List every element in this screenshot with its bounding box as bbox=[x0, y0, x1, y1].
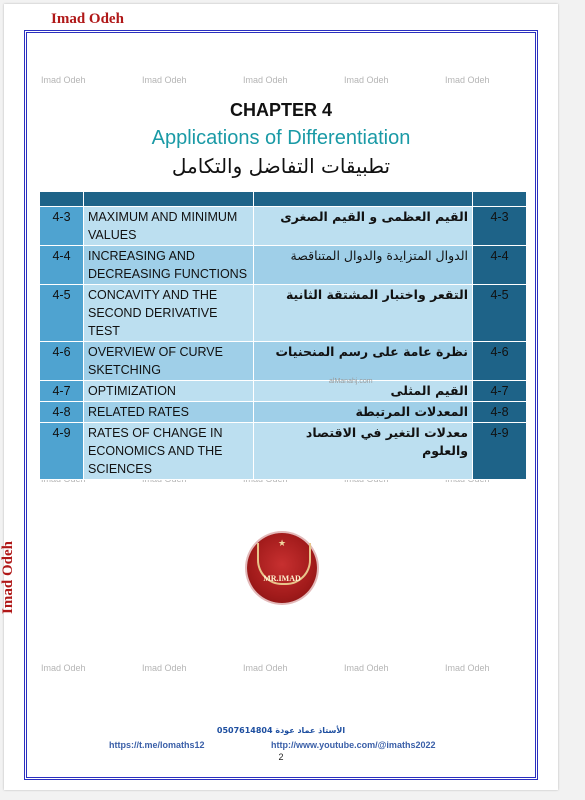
header-author: Imad Odeh bbox=[51, 11, 124, 27]
watermark-row bbox=[4, 75, 558, 87]
table-row bbox=[40, 285, 527, 342]
youtube-link[interactable]: http://www.youtube.com/@imaths2022 bbox=[271, 740, 436, 750]
section-number-right: 4-5 bbox=[473, 285, 527, 342]
watermark: Imad Odeh bbox=[243, 75, 288, 85]
section-number: 4-4 bbox=[40, 246, 84, 285]
watermark-row bbox=[4, 663, 558, 675]
watermark: Imad Odeh bbox=[344, 663, 389, 673]
section-title-arabic: التقعر واختبار المشتقة الثانية bbox=[254, 285, 473, 342]
watermark: Imad Odeh bbox=[142, 663, 187, 673]
section-title-english: INCREASING AND DECREASING FUNCTIONS bbox=[84, 246, 254, 285]
site-watermark: alManahj.com bbox=[329, 378, 373, 385]
page-number: 2 bbox=[278, 752, 284, 762]
section-number: 4-8 bbox=[40, 402, 84, 423]
chapter-heading: CHAPTER 4 bbox=[229, 100, 332, 120]
watermark: Imad Odeh bbox=[445, 75, 490, 85]
section-title-arabic: الدوال المتزايدة والدوال المتناقصة bbox=[254, 246, 473, 285]
section-number-right: 4-3 bbox=[473, 207, 527, 246]
section-title-arabic: القيم المثلى bbox=[254, 381, 473, 402]
chapter-title-arabic: تطبيقات التفاضل والتكامل bbox=[171, 154, 391, 178]
table-row bbox=[40, 342, 527, 381]
table-header-bar bbox=[40, 192, 527, 207]
section-title-arabic: نظرة عامة على رسم المنحنيات bbox=[254, 342, 473, 381]
section-number-right: 4-9 bbox=[473, 423, 527, 480]
section-title-english: CONCAVITY AND THE SECOND DERIVATIVE TEST bbox=[84, 285, 254, 342]
side-author: Imad Odeh bbox=[0, 541, 16, 614]
section-title-english: MAXIMUM AND MINIMUM VALUES bbox=[84, 207, 254, 246]
section-number: 4-5 bbox=[40, 285, 84, 342]
watermark: Imad Odeh bbox=[41, 663, 86, 673]
section-title-english: RELATED RATES bbox=[84, 402, 254, 423]
document-page bbox=[0, 4, 558, 790]
watermark: Imad Odeh bbox=[243, 663, 288, 673]
contents-table bbox=[39, 191, 527, 480]
logo-text: MR.IMAD bbox=[263, 574, 301, 583]
section-number-right: 4-7 bbox=[473, 381, 527, 402]
table-row bbox=[40, 246, 527, 285]
section-number-right: 4-4 bbox=[473, 246, 527, 285]
watermark: Imad Odeh bbox=[344, 75, 389, 85]
table-row bbox=[40, 207, 527, 246]
watermark: Imad Odeh bbox=[142, 75, 187, 85]
section-title-english: RATES OF CHANGE IN ECONOMICS AND THE SCIENCES bbox=[84, 423, 254, 480]
section-number-right: 4-6 bbox=[473, 342, 527, 381]
section-title-english: OVERVIEW OF CURVE SKETCHING bbox=[84, 342, 254, 381]
section-title-arabic: معدلات التغير في الاقتصاد والعلوم bbox=[254, 423, 473, 480]
section-title-arabic: المعدلات المرتبطة bbox=[254, 402, 473, 423]
section-number: 4-3 bbox=[40, 207, 84, 246]
section-number: 4-9 bbox=[40, 423, 84, 480]
section-number-right: 4-8 bbox=[473, 402, 527, 423]
chapter-title-english: Applications of Differentiation bbox=[151, 127, 411, 149]
telegram-link[interactable]: https://t.me/lomaths12 bbox=[109, 740, 205, 750]
table-row bbox=[40, 402, 527, 423]
section-title-english: OPTIMIZATION bbox=[84, 381, 254, 402]
star-icon: ★ bbox=[277, 538, 287, 548]
section-number: 4-7 bbox=[40, 381, 84, 402]
table-row bbox=[40, 423, 527, 480]
section-number: 4-6 bbox=[40, 342, 84, 381]
section-title-arabic: القيم العظمى و القيم الصغرى bbox=[254, 207, 473, 246]
brand-logo bbox=[247, 533, 317, 603]
table-row bbox=[40, 381, 527, 402]
contact-line: الأستاذ عماد عودة 0507614804 bbox=[216, 726, 346, 735]
watermark: Imad Odeh bbox=[41, 75, 86, 85]
watermark: Imad Odeh bbox=[445, 663, 490, 673]
